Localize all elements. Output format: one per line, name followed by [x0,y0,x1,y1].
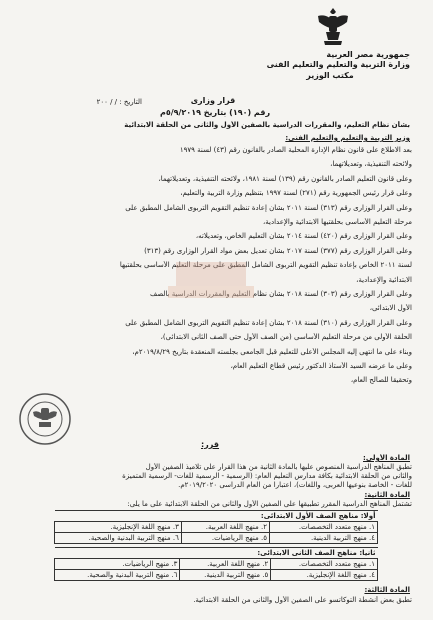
ministry-name: وزارة التربية والتعليم والتعليم الفنى [266,60,410,69]
grade2-title: ثانيا: مناهج الصف الثانى الابتدائى: [55,548,378,559]
preamble-line: وعلى القرار الوزارى رقم (٤٢٠) لسنة ٢٠١٤ بشأن التعليم الخاص، وتعديلاته، [195,232,412,241]
preamble-line: لسنة ٢٠١١ الخاص بإعادة تنظيم التقويم التربوى الشامل المطبق على مرحلة التعليم الأساسى بحلقتيها [119,261,412,270]
ministry-seal-icon [18,392,72,446]
table-cell: ٥. منهج التربية الدينية. [180,570,271,581]
table-cell: ٤. منهج التربية الدينية. [269,533,377,544]
preamble-line: وبناء على ما انتهى إليه المجلس الأعلى للتعليم قبل الجامعى بجلسته المنعقدة بتاريخ ٢٠١٩/٨/٢٩م، [132,347,412,356]
minister-line: وزير التربية والتعليم والتعليم الفنى: [285,134,410,142]
preamble-line: الأول الابتدائى، [369,304,412,313]
article2-title: المادة الثانية: [364,491,410,499]
office-name: مكتب الوزير [306,71,354,80]
table-cell: ١. منهج متعدد التخصصات. [271,559,378,570]
preamble-line: بعد الاطلاع على قانون نظام الإدارة المحلية الصادر بالقانون رقم (٤٣) لسنة ١٩٧٩ [179,146,412,154]
table-cell: ٣. منهج الرياضيات. [55,559,180,570]
preamble-line: وعلى القرار الوزارى رقم (٣٧٧) لسنة ٢٠١٧ بشأن تعديل بعض مواد القرار الوزارى رقم (٣١٣) [144,246,412,255]
decree-title: قرار وزارى [190,96,236,105]
table-row [55,522,378,533]
republic-name: جمهورية مصر العربية [326,50,410,59]
grade1-title: أولا: مناهج الصف الأول الابتدائى: [55,511,378,522]
decree-subject: بشأن نظام التعليم، والمقررات الدراسية بالصفين الأول والثانى من الحلقة الابتدائية [124,121,410,129]
article1-title: المادة الأولى: [363,454,410,462]
article1-line: والثانى من الحلقة الابتدائية بكافة مدارس التعليم العام: (الرسمية - الرسمية للغات- الرسمية المتميزة [122,472,412,481]
article3-title: المادة الثالثة: [364,586,410,594]
date-field: التاريخ : / / ٢٠٠ [96,98,142,106]
preamble-line: وتحقيقا للصالح العام، [350,376,412,385]
table-row [55,533,378,544]
table-cell: ٢. منهج اللغة العربية. [181,522,269,533]
preamble-line: مرحلة التعليم الأساسى بحلقتيها الابتدائية والإعدادية، [263,218,412,226]
preamble-line: وعلى القرار الوزارى رقم (٣١٠) لسنة ٢٠١٨ بشأن إعادة تنظيم التقويم التربوى الشامل المطبق على [125,318,412,327]
table-cell: ٦. منهج التربية البدنية والصحية. [55,570,180,581]
preamble-line: وعلى ما عرضه السيد الأستاذ الدكتور رئيس قطاع التعليم العام، [230,362,412,370]
table-cell: ٥. منهج الرياضيات. [181,533,269,544]
article3-text: تطبق بعض أنشطة التوكاتسو على الصفين الأول والثانى من الحلقة الابتدائية. [193,596,412,604]
grade2-table [54,547,378,581]
watermark-patch [176,262,246,286]
table-cell: ١. منهج متعدد التخصصات. [269,522,377,533]
preamble-line: الابتدائية والإعدادية، [356,275,412,284]
article1-line: تطبق المناهج الدراسية المنصوص عليها بالمادة الثانية من هذا القرار على تلاميذ الصفين الأول [145,463,412,471]
table-cell: ٦. منهج التربية البدنية والصحية. [55,533,182,544]
table-cell: ٣. منهج اللغة الإنجليزية. [55,522,182,533]
table-cell: ٤. منهج اللغة الإنجليزية. [271,570,378,581]
table-row [55,570,378,581]
table-cell: ٢. منهج اللغة العربية. [180,559,271,570]
article1-line: للغات - الخاصة بنوعيها العربى، واللغات)، اعتبارا من العام الدراسى ٢٠١٩/٢٠٢٠م. [178,481,412,490]
preamble-line: وعلى القرار الوزارى رقم (٣٠٣) لسنة ٢٠١٨ بشأن نظام التعليم والمقررات الدراسية بالصف [150,290,412,298]
eagle-emblem-icon [316,6,350,48]
article2-text: تشتمل المناهج الدراسية المقرر تطبيقها على الصفين الأول والثانى من الحلقة الابتدائية على ما يلى: [127,500,412,508]
watermark-strip [168,286,254,298]
table-row [55,559,378,570]
preamble-line: وعلى قرار رئيس الجمهورية رقم (٢٧١) لسنة ١٩٩٧ بتنظيم وزارة التربية والتعليم، [180,189,412,198]
grade1-table [54,510,378,544]
preamble-line: الحلقة الأولى من مرحلة التعليم الأساسى (من الصف الأول حتى الصف الثانى الابتدائى)، [160,333,412,342]
decree-number: رقم (١٩٠) بتاريخ ٥/٩/٢٠١٩م [159,108,271,117]
preamble-line: وعلى قانون التعليم الصادر بالقانون رقم (١٣٩) لسنة ١٩٨١، ولائحته التنفيذية، وتعديلاتهما، [158,174,412,183]
decide-heading: قرر: [200,440,220,449]
preamble-line: ولائحته التنفيذية، وتعديلاتهما، [330,160,412,169]
preamble-line: وعلى القرار الوزارى رقم (٣١٣) لسنة ٢٠١١ بشأن إعادة تنظيم التقويم التربوى الشامل المطبق على [125,203,412,212]
